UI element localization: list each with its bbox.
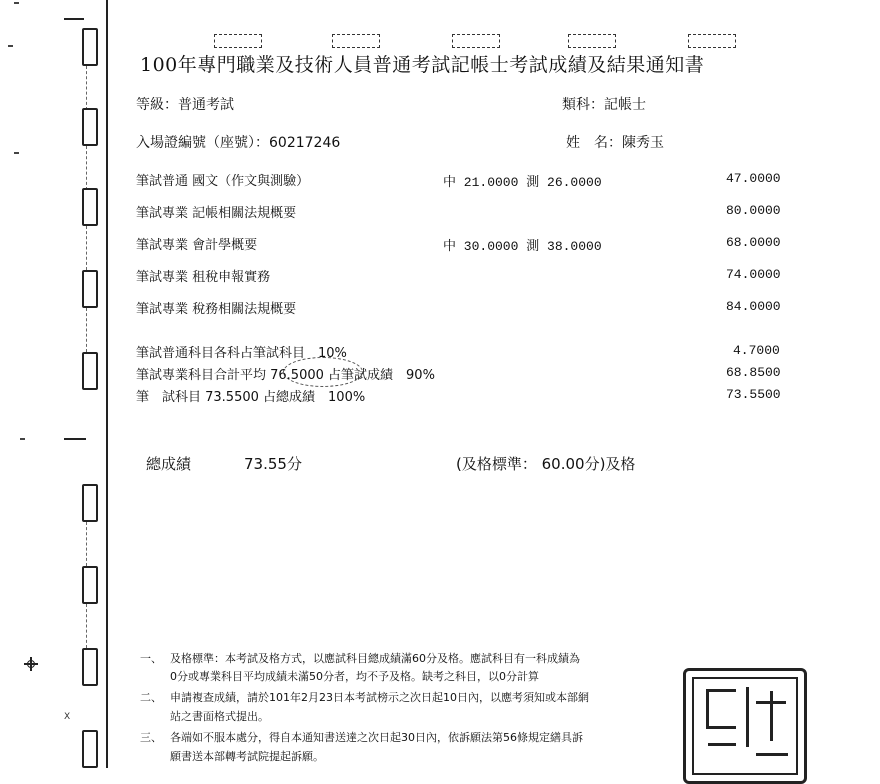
- note-line: 及格標準：本考試及格方式，以應試科目總成績滿60分及格。應試科目有一科成績為: [170, 652, 580, 665]
- header-dashed-box: [568, 34, 616, 48]
- subject-score: 80.0000: [726, 203, 781, 218]
- header-dashed-box: [452, 34, 500, 48]
- weighted-line: 筆 試科目 73.5500 占總成績 100%: [136, 390, 366, 405]
- exam-category: 類科：記帳士: [562, 97, 646, 113]
- perforation-dash: [86, 226, 87, 270]
- total-score-label: 總成績: [146, 455, 192, 473]
- binding-hole: [82, 28, 98, 66]
- subject-detail: 中 30.0000 測 38.0000: [443, 239, 602, 254]
- binding-hole: [82, 270, 98, 308]
- edge-tick: [20, 438, 25, 440]
- subject-score: 74.0000: [726, 267, 781, 282]
- perforation-dash: [86, 308, 87, 352]
- edge-tick: [14, 152, 19, 154]
- weighted-score: 68.8500: [726, 365, 781, 380]
- binding-hole: [82, 730, 98, 768]
- subject-name: 筆試專業 租稅申報實務: [136, 270, 271, 285]
- subject-name: 筆試專業 記帳相關法規概要: [136, 206, 297, 221]
- edge-tick: [8, 45, 13, 47]
- edge-tick: [14, 2, 19, 4]
- registration-crosshair-icon: [24, 657, 38, 671]
- binding-hole: [82, 188, 98, 226]
- binding-hole: [82, 108, 98, 146]
- perforation-dash: [86, 604, 87, 648]
- perforation-dash: [86, 66, 87, 110]
- perforation-dash: [86, 522, 87, 566]
- header-dashed-box: [332, 34, 380, 48]
- admission-number: 入場證編號（座號）：60217246: [136, 135, 341, 151]
- exam-level: 等級：普通考試: [136, 97, 234, 113]
- binding-margin-line: [106, 0, 108, 768]
- middle-margin-mark: [64, 438, 86, 440]
- binding-hole: [82, 566, 98, 604]
- subject-score: 68.0000: [726, 235, 781, 250]
- top-margin-mark: [64, 18, 84, 20]
- subject-name: 筆試普通 國文（作文與測驗）: [136, 174, 310, 189]
- note-number: 三、: [140, 731, 162, 744]
- binding-hole: [82, 484, 98, 522]
- header-dashed-box: [214, 34, 262, 48]
- header-dashed-box: [688, 34, 736, 48]
- subject-score: 47.0000: [726, 171, 781, 186]
- subject-detail: 中 21.0000 測 26.0000: [443, 175, 602, 190]
- notice-title: 100年專門職業及技術人員普通考試記帳士考試成績及結果通知書: [140, 54, 705, 76]
- total-score-value: 73.55分: [244, 455, 302, 473]
- subject-score: 84.0000: [726, 299, 781, 314]
- binding-hole: [82, 648, 98, 686]
- weighted-line: 筆試專業科目合計平均 76.5000 占筆試成績 90%: [136, 368, 435, 383]
- binding-hole: [82, 352, 98, 390]
- weighted-score: 4.7000: [733, 343, 780, 358]
- weighted-line: 筆試普通科目各科占筆試科目 10%: [136, 346, 347, 361]
- official-seal-stamp: [683, 668, 807, 784]
- subject-name: 筆試專業 稅務相關法規概要: [136, 302, 297, 317]
- candidate-name: 姓 名：陳秀玉: [566, 135, 664, 151]
- note-line: 願書送本部轉考試院提起訴願。: [170, 750, 324, 763]
- edge-mark-text: X: [64, 712, 71, 722]
- note-line: 0分或專業科目平均成績未滿50分者，均不予及格。缺考之科目，以0分計算: [170, 670, 539, 683]
- note-line: 申請複查成績，請於101年2月23日本考試榜示之次日起10日內，以應考須知或本部網: [170, 691, 589, 704]
- subject-name: 筆試專業 會計學概要: [136, 238, 258, 253]
- pass-standard-result: (及格標準： 60.00分)及格: [456, 455, 636, 473]
- note-number: 一、: [140, 652, 162, 665]
- weighted-score: 73.5500: [726, 387, 781, 402]
- perforation-dash: [86, 146, 87, 190]
- note-line: 各端如不服本處分，得自本通知書送達之次日起30日內，依訴願法第56條規定繕具訴: [170, 731, 583, 744]
- note-line: 站之書面格式提出。: [170, 710, 269, 723]
- note-number: 二、: [140, 691, 162, 704]
